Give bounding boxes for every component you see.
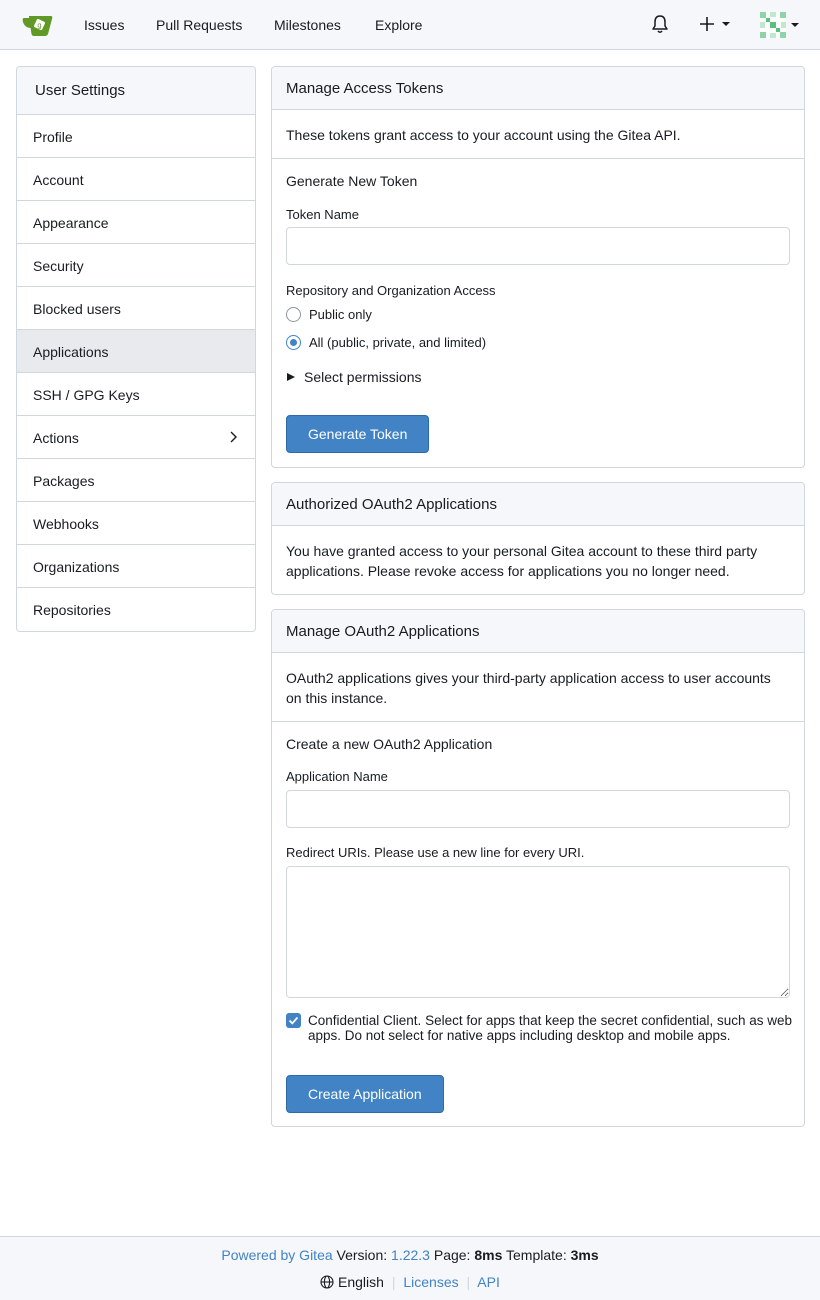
settings-sidebar <box>16 66 256 632</box>
panel-title: Authorized OAuth2 Applications <box>272 483 804 526</box>
sidebar-item-blocked-users[interactable] <box>17 287 255 330</box>
create-oauth2-section <box>272 722 804 1126</box>
svg-text:g: g <box>37 21 42 30</box>
redirect-uris-textarea[interactable] <box>286 866 790 998</box>
select-permissions-label: Select permissions <box>304 369 422 385</box>
redirect-uris-label: Redirect URIs. Please use a new line for every URI. <box>286 845 585 860</box>
create-new-menu[interactable] <box>698 14 734 34</box>
caret-down-icon <box>791 23 799 27</box>
sidebar-item-appearance[interactable] <box>17 201 255 244</box>
divider: | <box>466 1274 471 1290</box>
sidebar-item-profile[interactable] <box>17 115 255 158</box>
triangle-right-icon <box>286 372 296 382</box>
generate-token-title: Generate New Token <box>286 173 418 189</box>
template-time-label: Template: <box>506 1247 567 1263</box>
version-label: Version: <box>336 1247 388 1263</box>
radio-button[interactable] <box>286 307 301 322</box>
access-tokens-panel <box>271 66 805 468</box>
access-label: Repository and Organization Access <box>286 283 496 298</box>
page-time: 8ms <box>474 1247 503 1263</box>
checkmark-icon <box>286 1013 301 1028</box>
manage-oauth2-panel <box>271 609 805 1127</box>
oauth2-description: OAuth2 applications gives your third-party application access to user accounts on this instance. <box>286 670 771 706</box>
sidebar-item-label: Webhooks <box>33 516 99 532</box>
sidebar-item-label: Actions <box>33 430 79 446</box>
sidebar-item-label: SSH / GPG Keys <box>33 387 140 403</box>
sidebar-title: User Settings <box>17 67 255 115</box>
generate-token-button[interactable]: Generate Token <box>286 415 429 453</box>
authorized-oauth2-panel <box>271 482 805 595</box>
powered-by-link[interactable]: Powered by Gitea <box>221 1247 333 1263</box>
sidebar-item-packages[interactable] <box>17 459 255 502</box>
confidential-client-label: Confidential Client. Select for apps that keep the secret confidential, such as web apps. Do not select for native apps including desktop and mobile apps. <box>308 1013 793 1043</box>
sidebar-item-label: Packages <box>33 473 95 489</box>
sidebar-item-label: Account <box>33 172 84 188</box>
sidebar-item-label: Blocked users <box>33 301 121 317</box>
token-name-label: Token Name <box>286 207 359 222</box>
nav-issues[interactable]: Issues <box>84 17 125 33</box>
sidebar-item-account[interactable] <box>17 158 255 201</box>
authorized-description: You have granted access to your personal Gitea account to these third party applications. Please revoke access for applications you no longer need. <box>286 543 758 579</box>
app-name-input[interactable] <box>286 790 790 828</box>
top-navbar <box>0 0 820 50</box>
chevron-right-icon <box>229 431 237 443</box>
authorized-description-section <box>272 526 804 594</box>
panel-title: Manage OAuth2 Applications <box>272 610 804 653</box>
globe-icon <box>320 1275 334 1289</box>
bell-icon[interactable] <box>651 14 669 34</box>
radio-label: All (public, private, and limited) <box>309 335 487 350</box>
user-menu[interactable] <box>760 12 802 38</box>
radio-label: Public only <box>309 307 372 322</box>
sidebar-item-webhooks[interactable] <box>17 502 255 545</box>
sidebar-item-label: Appearance <box>33 215 109 231</box>
radio-all-access[interactable] <box>286 335 486 350</box>
sidebar-item-ssh-gpg-keys[interactable] <box>17 373 255 416</box>
sidebar-item-repositories[interactable] <box>17 588 255 631</box>
page-footer <box>0 1236 820 1300</box>
sidebar-item-label: Applications <box>33 344 109 360</box>
create-oauth2-title: Create a new OAuth2 Application <box>286 736 493 752</box>
footer-info <box>0 1247 820 1263</box>
footer-links <box>0 1274 820 1290</box>
nav-explore[interactable]: Explore <box>375 17 423 33</box>
page-time-label: Page: <box>433 1247 471 1263</box>
gitea-logo[interactable] <box>22 12 54 38</box>
caret-down-icon <box>722 22 730 26</box>
oauth2-description-section <box>272 653 804 722</box>
app-name-label: Application Name <box>286 769 388 784</box>
divider: | <box>391 1274 396 1290</box>
token-name-input[interactable] <box>286 227 790 265</box>
radio-button-selected[interactable] <box>286 335 301 350</box>
sidebar-item-label: Repositories <box>33 602 111 618</box>
sidebar-item-organizations[interactable] <box>17 545 255 588</box>
radio-public-only[interactable] <box>286 307 372 322</box>
avatar <box>760 12 786 38</box>
create-application-button[interactable]: Create Application <box>286 1075 444 1113</box>
generate-token-section <box>272 159 804 467</box>
nav-milestones[interactable]: Milestones <box>274 17 341 33</box>
plus-icon <box>700 17 714 31</box>
panel-title: Manage Access Tokens <box>272 67 804 110</box>
template-time: 3ms <box>570 1247 599 1263</box>
language-selector[interactable] <box>320 1274 388 1290</box>
language-label: English <box>338 1274 384 1290</box>
sidebar-item-actions[interactable] <box>17 416 255 459</box>
version-link[interactable]: 1.22.3 <box>391 1247 430 1263</box>
select-permissions-toggle[interactable] <box>286 369 422 385</box>
sidebar-item-label: Profile <box>33 129 73 145</box>
confidential-client-checkbox[interactable] <box>286 1013 301 1028</box>
sidebar-item-label: Security <box>33 258 84 274</box>
nav-pull-requests[interactable]: Pull Requests <box>156 17 243 33</box>
sidebar-item-applications[interactable] <box>17 330 255 373</box>
sidebar-item-label: Organizations <box>33 559 120 575</box>
api-link[interactable]: API <box>477 1274 500 1290</box>
tokens-description: These tokens grant access to your account using the Gitea API. <box>286 127 681 143</box>
sidebar-item-security[interactable] <box>17 244 255 287</box>
tokens-description-section <box>272 110 804 159</box>
licenses-link[interactable]: Licenses <box>403 1274 459 1290</box>
